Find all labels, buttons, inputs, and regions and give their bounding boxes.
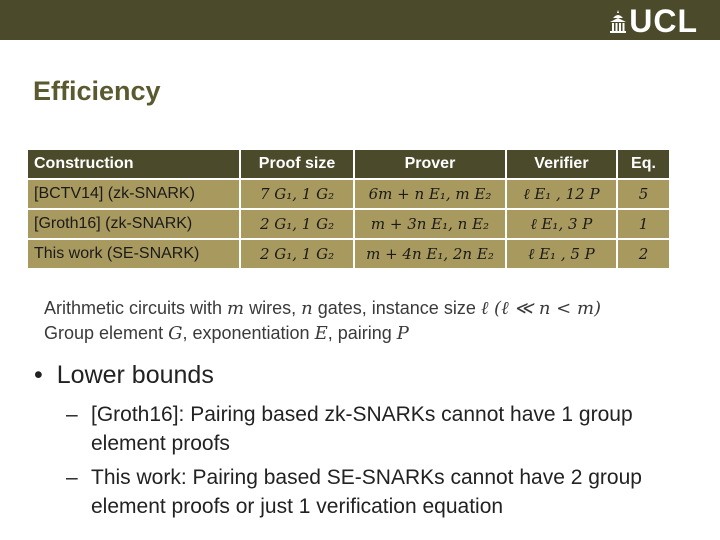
sub-bullet-text: This work: Pairing based SE-SNARKs cannot have 2 group element proofs or just 1 verification equation (91, 466, 642, 518)
notation-notes (44, 296, 601, 346)
notes-math-n: n (301, 298, 313, 319)
notes-text: wires, (244, 298, 302, 318)
header-construction: Construction (28, 150, 239, 178)
slide-title: Efficiency (33, 76, 161, 106)
notes-text: , pairing (327, 323, 397, 343)
sub-bullet-groth16 (66, 400, 696, 458)
logo-text: UCL (629, 3, 698, 39)
header-eq: Eq. (618, 150, 669, 178)
notes-math-m: m (227, 298, 245, 319)
sub-bullet-this-work (66, 463, 696, 521)
header-verifier: Verifier (507, 150, 616, 178)
cell-proof-size: 2 G₁, 1 G₂ (241, 240, 353, 268)
efficiency-table (26, 148, 671, 270)
cell-eq: 1 (618, 210, 669, 238)
cell-prover: m + 3n E₁, n E₂ (355, 210, 505, 238)
cell-construction: This work (SE-SNARK) (28, 240, 239, 268)
sub-bullet-dash: – (66, 466, 78, 489)
notes-line-1 (44, 296, 601, 321)
cell-eq: 2 (618, 240, 669, 268)
cell-proof-size: 7 G₁, 1 G₂ (241, 180, 353, 208)
cell-construction: [Groth16] (zk-SNARK) (28, 210, 239, 238)
notes-math-l: ℓ (480, 298, 489, 319)
table-row (28, 240, 669, 268)
cell-eq: 5 (618, 180, 669, 208)
portico-icon (609, 8, 627, 34)
cell-verifier: ℓ E₁, 3 P (507, 210, 616, 238)
notes-math-g: G (168, 323, 183, 344)
notes-line-2 (44, 321, 601, 346)
notes-math-p: P (396, 323, 409, 344)
table-header-row (28, 150, 669, 178)
table-row (28, 180, 669, 208)
cell-prover: 6m + n E₁, m E₂ (355, 180, 505, 208)
bullet-dot: • (34, 361, 43, 389)
cell-verifier: ℓ E₁ , 12 P (507, 180, 616, 208)
notes-text: Group element (44, 323, 169, 343)
notes-text: , exponentiation (182, 323, 315, 343)
notes-text: gates, instance size (312, 298, 481, 318)
header-bar (0, 0, 720, 40)
notes-text: Arithmetic circuits with (44, 298, 228, 318)
bullet-text: Lower bounds (56, 361, 214, 389)
cell-prover: m + 4n E₁, 2n E₂ (355, 240, 505, 268)
notes-math-inequality: (ℓ ≪ n < m) (488, 298, 602, 319)
notes-math-e: E (314, 323, 328, 344)
sub-bullet-text: [Groth16]: Pairing based zk-SNARKs cannot have 1 group element proofs (91, 403, 633, 455)
header-prover: Prover (355, 150, 505, 178)
sub-bullet-dash: – (66, 403, 78, 426)
cell-construction: [BCTV14] (zk-SNARK) (28, 180, 239, 208)
bullet-lower-bounds (34, 361, 214, 390)
ucl-logo (609, 3, 698, 39)
cell-proof-size: 2 G₁, 1 G₂ (241, 210, 353, 238)
header-proof-size: Proof size (241, 150, 353, 178)
cell-verifier: ℓ E₁ , 5 P (507, 240, 616, 268)
table-row (28, 210, 669, 238)
